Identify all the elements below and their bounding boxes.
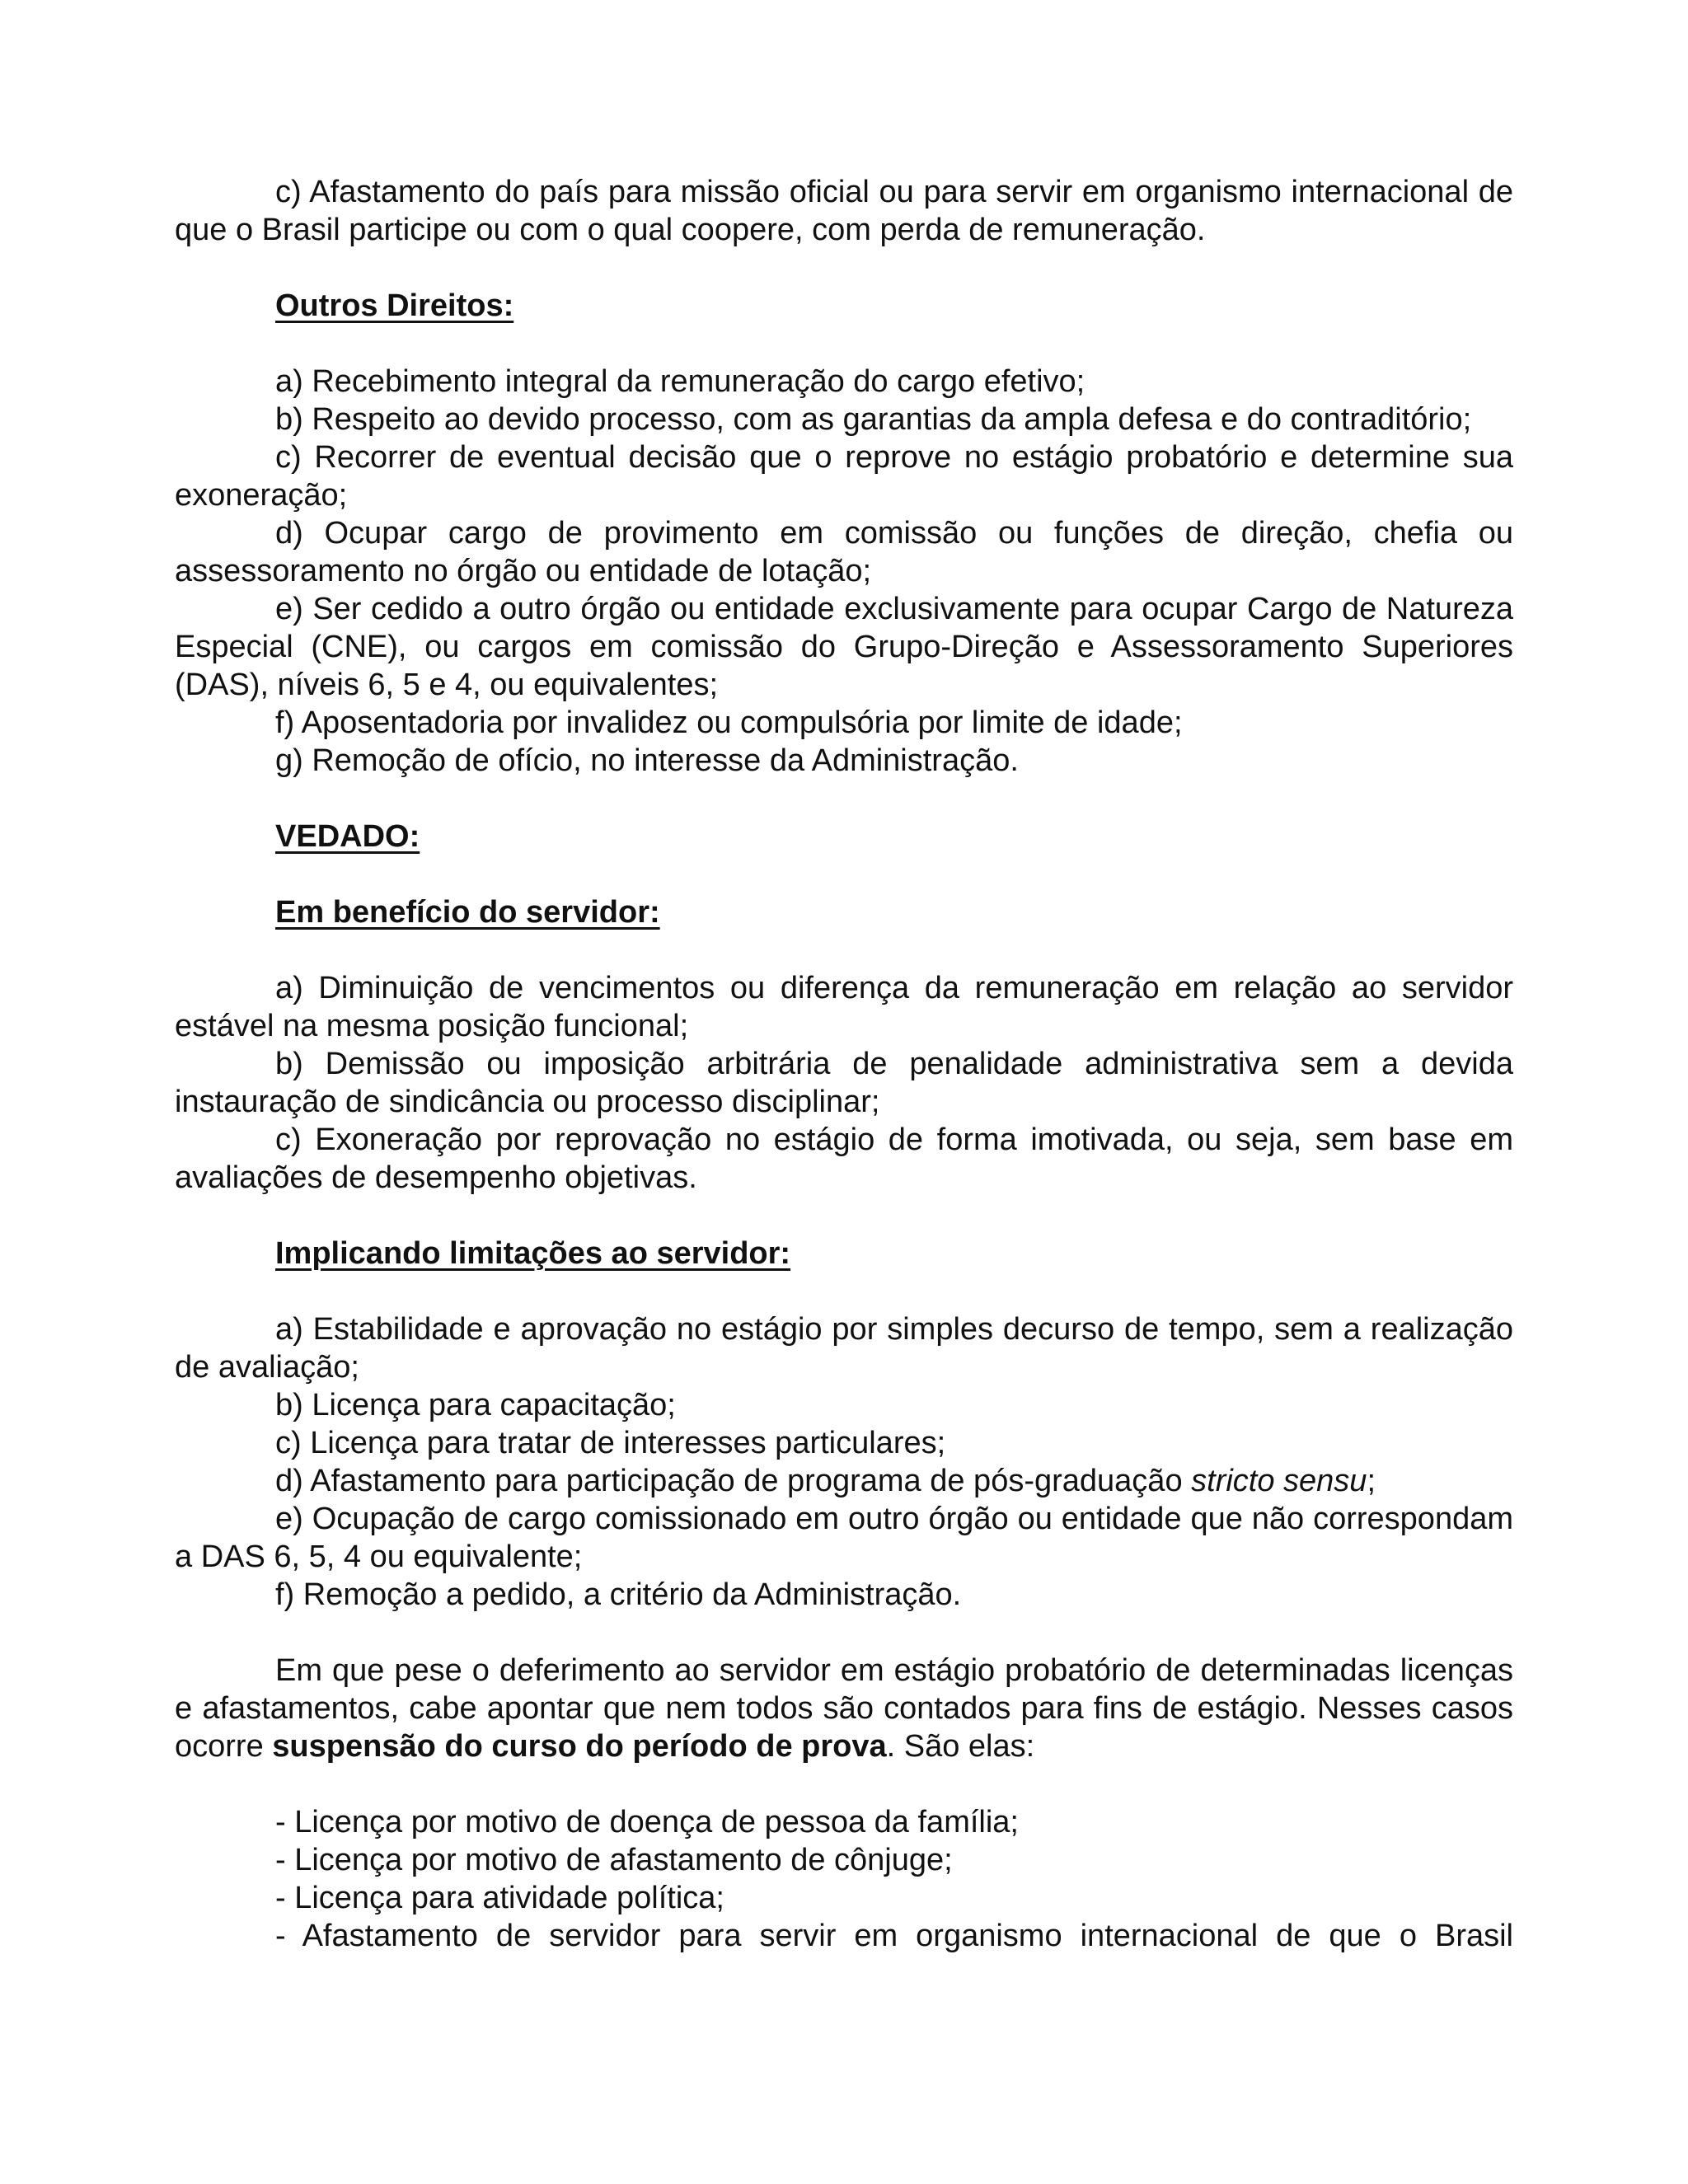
list-item-limitacao-b: b) Licença para capacitação;	[275, 1388, 676, 1422]
list-item-suspensao-1: - Licença por motivo de doença de pessoa da família;	[275, 1805, 1019, 1840]
list-item-direito-d: d) Ocupar cargo de provimento em comissão ou funções de direção, chefia ou assessoramento no órgão ou entidade de lotação;	[175, 516, 1513, 588]
list-item-direito-b: b) Respeito ao devido processo, com as garantias da ampla defesa e do contraditório;	[275, 402, 1472, 437]
limitacao-d-suffix: ;	[1367, 1464, 1376, 1498]
suspensao-text-after: . São elas:	[886, 1729, 1035, 1764]
list-item-limitacao-c: c) Licença para tratar de interesses particulares;	[275, 1426, 946, 1460]
list-item-direito-c: c) Recorrer de eventual decisão que o reprove no estágio probatório e determine sua exoneração;	[175, 440, 1513, 513]
list-item-direito-a: a) Recebimento integral da remuneração do cargo efetivo;	[275, 364, 1085, 399]
list-item-limitacao-d	[175, 1462, 1513, 1500]
limitacao-d-prefix: d) Afastamento para participação de programa de pós-graduação	[275, 1464, 1192, 1498]
suspensao-text-bold: suspensão do curso do período de prova	[272, 1729, 887, 1764]
list-item-beneficio-b: b) Demissão ou imposição arbitrária de penalidade administrativa sem a devida instauração de sindicância ou processo disciplinar;	[175, 1047, 1513, 1119]
limitacao-d-italic: stricto sensu	[1191, 1464, 1367, 1498]
heading-em-beneficio: Em benefício do servidor:	[275, 895, 660, 930]
list-item-limitacao-f: f) Remoção a pedido, a critério da Administração.	[275, 1577, 962, 1612]
spacer	[175, 931, 1513, 969]
list-item-beneficio-a: a) Diminuição de vencimentos ou diferença da remuneração em relação ao servidor estável na mesma posição funcional;	[175, 971, 1513, 1043]
paragraph-suspensao	[175, 1652, 1513, 1765]
list-item-limitacao-a: a) Estabilidade e aprovação no estágio por simples decurso de tempo, sem a realização de avaliação;	[175, 1312, 1513, 1385]
list-item-direito-f: f) Aposentadoria por invalidez ou compulsória por limite de idade;	[275, 705, 1183, 740]
document-page	[175, 173, 1513, 1955]
list-item-beneficio-c: c) Exoneração por reprovação no estágio de forma imotivada, ou seja, sem base em avaliações de desempenho objetivas.	[175, 1122, 1513, 1195]
spacer	[175, 1197, 1513, 1235]
heading-limitacoes: Implicando limitações ao servidor:	[275, 1236, 791, 1271]
list-item-direito-g: g) Remoção de ofício, no interesse da Administração.	[275, 743, 1019, 778]
spacer	[175, 1614, 1513, 1652]
list-item-suspensao-2: - Licença por motivo de afastamento de cônjuge;	[275, 1843, 953, 1877]
spacer	[175, 249, 1513, 287]
list-item-suspensao-4: - Afastamento de servidor para servir em organismo internacional de que o Brasil	[275, 1919, 1513, 1953]
paragraph-opening-c: c) Afastamento do país para missão oficial ou para servir em organismo internacional de que o Brasil participe ou com o qual coopere, com perda de remuneração.	[175, 175, 1513, 247]
list-item-direito-e: e) Ser cedido a outro órgão ou entidade exclusivamente para ocupar Cargo de Natureza Especial (CNE), ou cargos em comissão do Grupo-Direção e Assessoramento Superiores (DAS), níveis 6, 5 e 4, ou equivalentes;	[175, 592, 1513, 702]
spacer	[175, 1765, 1513, 1803]
list-item-suspensao-3: - Licença para atividade política;	[275, 1881, 724, 1915]
spacer	[175, 855, 1513, 893]
heading-vedado: VEDADO:	[275, 819, 420, 854]
spacer	[175, 325, 1513, 363]
suspensao-text-before: Em que pese o deferimento ao servidor em estágio probatório de determinadas licenças e afastamentos, cabe apontar que nem todos são contados para fins de estágio. Nesses casos ocorre	[175, 1653, 1513, 1764]
spacer	[175, 1272, 1513, 1310]
heading-outros-direitos: Outros Direitos:	[275, 288, 514, 323]
list-item-limitacao-e: e) Ocupação de cargo comissionado em outro órgão ou entidade que não correspondam a DAS 6, 5, 4 ou equivalente;	[175, 1502, 1513, 1574]
spacer	[175, 780, 1513, 818]
